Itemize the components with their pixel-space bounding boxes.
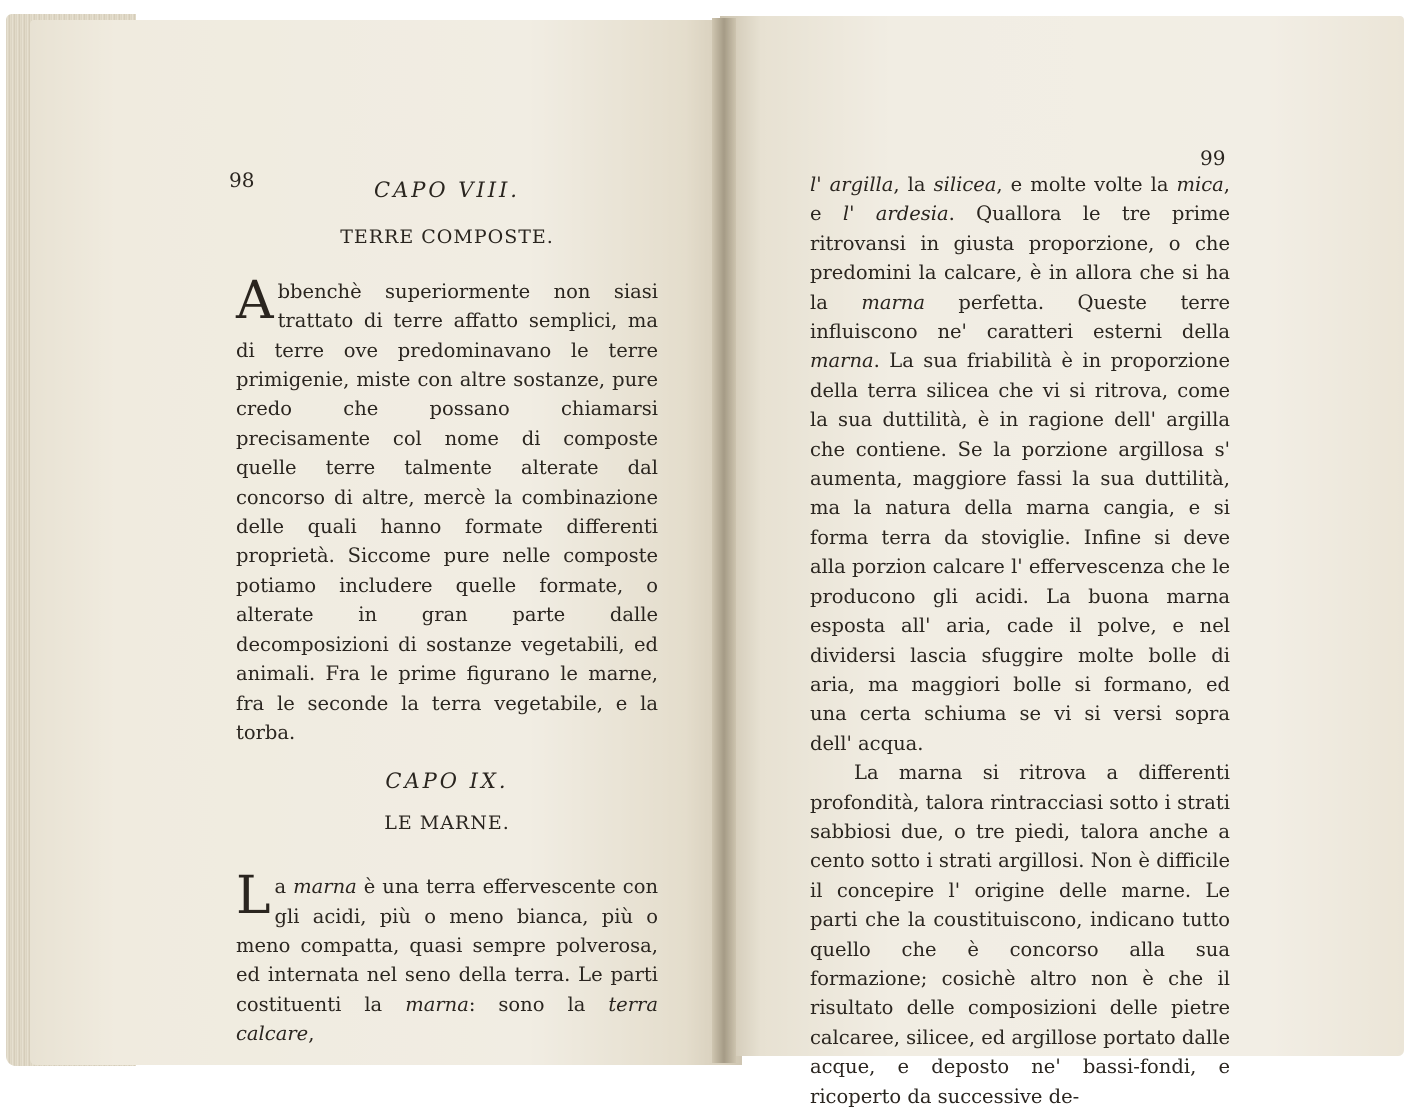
italic-term: silicea bbox=[933, 173, 997, 196]
text-run: , la bbox=[893, 173, 934, 196]
right-page-number: 99 bbox=[1200, 146, 1226, 170]
italic-term: mica bbox=[1176, 173, 1224, 196]
text-run: , e bbox=[810, 173, 1230, 226]
paragraph-marna-composition bbox=[810, 170, 1230, 758]
paragraph-marna-origin: La marna si ritrova a differenti profondità, talora rintracciasi sotto i strati sabbiosi due, o tre piedi, talora anche a cento sotto i strati argillosi. Non è difficile il concepire l' origine delle marne. Le parti che la coustituiscono, indicano tutto quello che è concorso alla sua formazione; cosichè altro non è che il risultato delle composizioni delle pietre calcaree, silicee, ed argillose portato dalle acque, e deposto ne' bassi-fondi, e ricoperto da successive de- bbox=[810, 761, 1230, 1108]
italic-term: marna bbox=[810, 349, 874, 373]
chapter-subheading-le-marne: LE MARNE. bbox=[384, 811, 510, 834]
right-text-column bbox=[810, 170, 1230, 1111]
italic-term: marna bbox=[293, 875, 357, 899]
italic-term: marna bbox=[861, 290, 925, 314]
paragraph-text: bbenchè superiormente non siasi trattato di terre affatto semplici, ma di terre ove predominavano le terre primigenie, miste con altre sostanze, pure credo che possano chiamarsi precisamente col nome di composte quelle terre talmente alterate dal concorso di altre, mercè la combinazione delle quali hanno formate differenti proprietà. Siccome pure nelle composte potiamo includere quelle formate, o alterate in gran parte dalle decomposizioni di sostanze vegetabili, ed animali. Fra le prime figurano le marne, fra le seconde la terra vegetabile, e la torba. bbox=[236, 279, 658, 744]
text-run: : sono la bbox=[468, 992, 609, 1016]
left-text-column bbox=[236, 176, 658, 1049]
text-run: a bbox=[274, 875, 294, 899]
text-run: , bbox=[308, 1022, 315, 1046]
italic-term: l' ardesia bbox=[842, 202, 949, 226]
dropcap-l: L bbox=[236, 866, 271, 927]
book-gutter bbox=[712, 18, 736, 1063]
chapter-heading-9: CAPO IX. bbox=[385, 769, 509, 794]
italic-term: terra calcare bbox=[236, 992, 658, 1046]
text-run: , e molte volte la bbox=[996, 173, 1177, 196]
paragraph-le-marne bbox=[236, 866, 659, 1048]
chapter-subheading-terre-composte: TERRE COMPOSTE. bbox=[340, 226, 554, 249]
chapter-heading-8: CAPO VIII. bbox=[374, 178, 520, 202]
paragraph-terre-composte bbox=[236, 270, 658, 748]
text-run: . La sua friabilità è in proporzione della terra silicea che vi si ritrova, come la sua duttilità, è in ragione dell' argilla che contiene. Se la porzione argillosa s' aumenta, maggiore fassi la sua duttilità, ma la natura della marna cangia, e si forma terra da stoviglie. Infine si deve alla porzion calcare l' effervescenza che le producono gli acidi. La buona marna esposta all' aria, cade il polve, e nel dividersi lascia sfuggire molte bolle di aria, ma maggiori bolle si formano, ed una certa schiuma se vi si versi sopra dell' acqua. bbox=[810, 349, 1230, 755]
dropcap-a: A bbox=[236, 270, 274, 331]
text-run: . Quallora le tre prime ritrovansi in giusta proporzione, o che predomini la calcare, è in allora che si ha la bbox=[810, 202, 1231, 314]
text-run: perfetta. Queste terre influiscono ne' caratteri esterni della bbox=[810, 290, 1230, 344]
left-page-number: 98 bbox=[229, 168, 255, 192]
italic-term: l' argilla bbox=[810, 173, 894, 196]
italic-term: marna bbox=[405, 992, 469, 1016]
text-run: è una terra effervescente con gli acidi, più o meno bianca, più o meno compatta, quasi sempre polverosa, ed internata nel seno della terra. Le parti costituenti la bbox=[236, 875, 659, 1016]
